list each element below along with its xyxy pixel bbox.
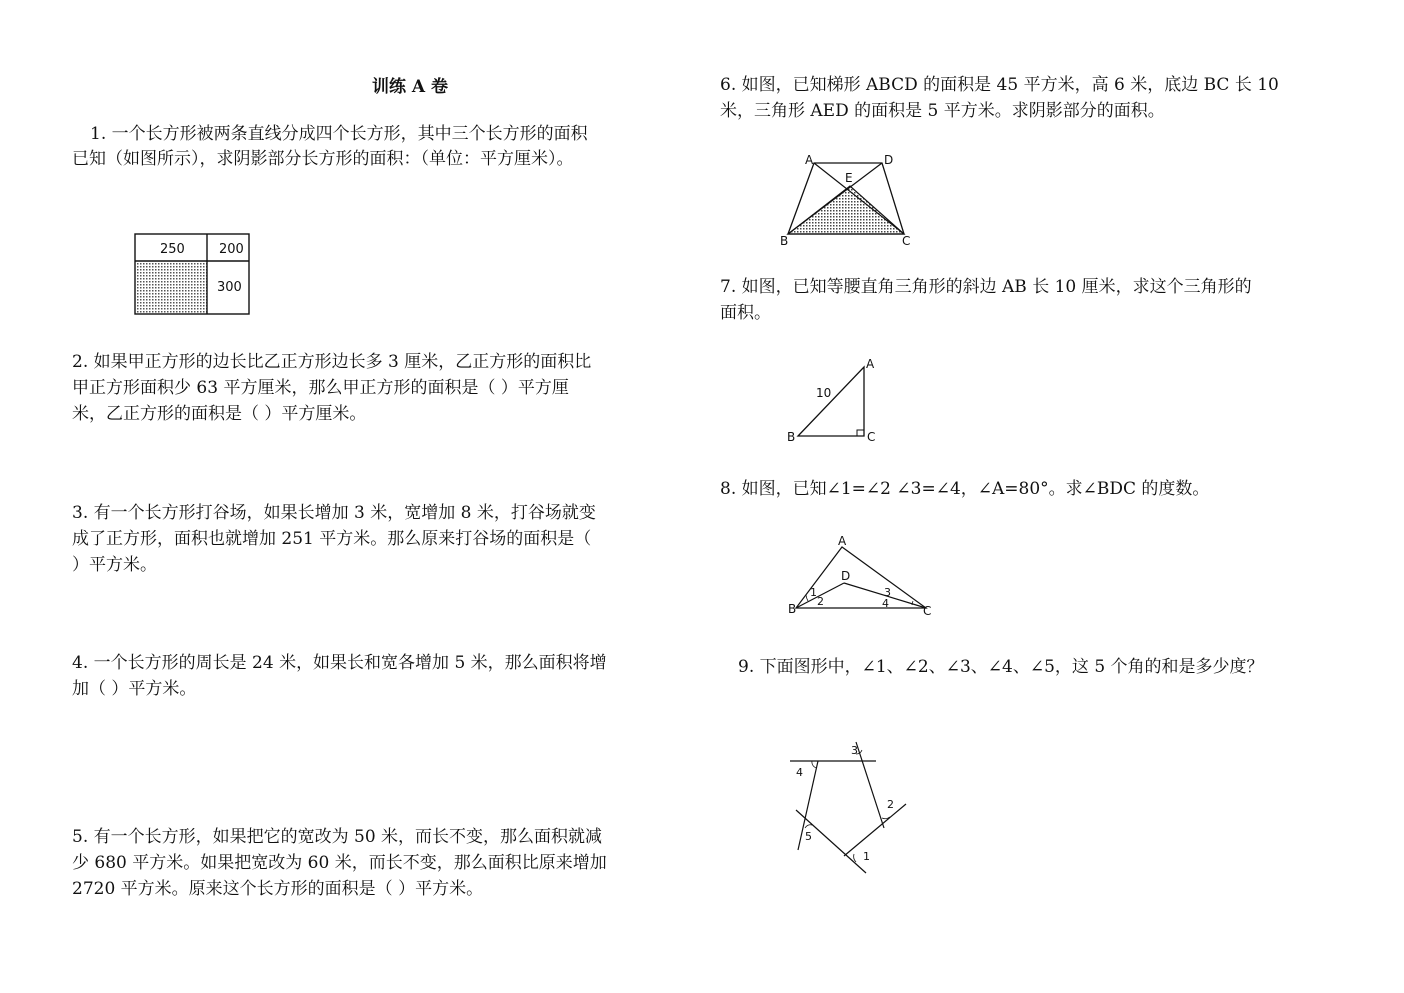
q2-line-1: 2. 如果甲正方形的边长比乙正方形边长多 3 厘米，乙正方形的面积比 [72, 352, 592, 372]
q3-line-3: ）平方米。 [72, 555, 157, 575]
q8-triangle-figure [786, 535, 936, 620]
figure-label-C: C [902, 234, 911, 248]
q1-label-200: 200 [219, 242, 244, 257]
figure-label-A: A [838, 534, 847, 548]
q5-line-2: 少 680 平方米。如果把宽改为 60 米，而长不变，那么面积比原来增加 [72, 853, 607, 873]
page-title: 训练 A 卷 [371, 77, 449, 97]
q6-line-1: 6. 如图，已知梯形 ABCD 的面积是 45 平方米，高 6 米，底边 BC 长 10 [720, 75, 1279, 95]
q5-line-3: 2720 平方米。原来这个长方形的面积是（ ）平方米。 [72, 879, 484, 899]
q1-figure [134, 233, 254, 317]
figure-label-D: D [841, 569, 851, 583]
q3-line-2: 成了正方形，面积也就增加 251 平方米。那么原来打谷场的面积是（ [72, 529, 592, 549]
q4-line-2: 加（ ）平方米。 [72, 679, 197, 699]
figure-label-A: A [866, 357, 875, 371]
figure-label-3: 3 [851, 744, 858, 757]
q2-line-2: 甲正方形面积少 63 平方厘米，那么甲正方形的面积是（ ）平方厘 [72, 378, 569, 398]
figure-label-C: C [923, 604, 932, 618]
q8-line-1: 8. 如图，已知∠1=∠2 ∠3=∠4，∠A=80°。求∠BDC 的度数。 [720, 479, 1210, 499]
figure-label-10: 10 [816, 386, 832, 400]
q9-line-1: 9. 下面图形中，∠1、∠2、∠3、∠4、∠5，这 5 个角的和是多少度？ [738, 657, 1264, 677]
q1-label-300: 300 [217, 280, 242, 295]
figure-label-A: A [805, 153, 814, 167]
q9-pentagon-figure [784, 738, 914, 878]
figure-label-4: 4 [796, 766, 803, 779]
q6-line-2: 米，三角形 AED 的面积是 5 平方米。求阴影部分的面积。 [720, 101, 1165, 121]
q1-line-1: 1. 一个长方形被两条直线分成四个长方形，其中三个长方形的面积 [90, 124, 588, 144]
figure-label-3: 3 [884, 586, 891, 599]
q3-line-1: 3. 有一个长方形打谷场，如果长增加 3 米，宽增加 8 米，打谷场就变 [72, 503, 596, 523]
figure-label-B: B [788, 602, 797, 616]
q7-line-1: 7. 如图，已知等腰直角三角形的斜边 AB 长 10 厘米，求这个三角形的 [720, 277, 1252, 297]
q5-line-1: 5. 有一个长方形，如果把它的宽改为 50 米，而长不变，那么面积就减 [72, 827, 603, 847]
figure-label-5: 5 [805, 830, 812, 843]
q2-line-3: 米，乙正方形的面积是（ ）平方厘米。 [72, 404, 367, 424]
figure-label-E: E [845, 171, 853, 185]
q1-shaded-rect [135, 261, 207, 314]
figure-label-C: C [867, 430, 876, 444]
figure-label-D: D [884, 153, 894, 167]
q4-line-1: 4. 一个长方形的周长是 24 米，如果长和宽各增加 5 米，那么面积将增 [72, 653, 607, 673]
figure-label-2: 2 [887, 798, 894, 811]
figure-label-B: B [787, 430, 796, 444]
q1-label-250: 250 [160, 242, 185, 257]
figure-label-1: 1 [863, 850, 870, 863]
q1-line-2: 已知（如图所示），求阴影部分长方形的面积：（单位：平方厘米）。 [72, 149, 574, 169]
q6-shaded-triangle [788, 186, 904, 234]
q7-line-2: 面积。 [720, 303, 771, 323]
q6-trapezoid-figure [776, 150, 916, 250]
figure-label-1: 1 [810, 586, 817, 599]
figure-label-4: 4 [882, 597, 889, 610]
figure-label-B: B [780, 234, 789, 248]
figure-label-2: 2 [817, 595, 824, 608]
q7-triangle-figure [784, 355, 884, 450]
